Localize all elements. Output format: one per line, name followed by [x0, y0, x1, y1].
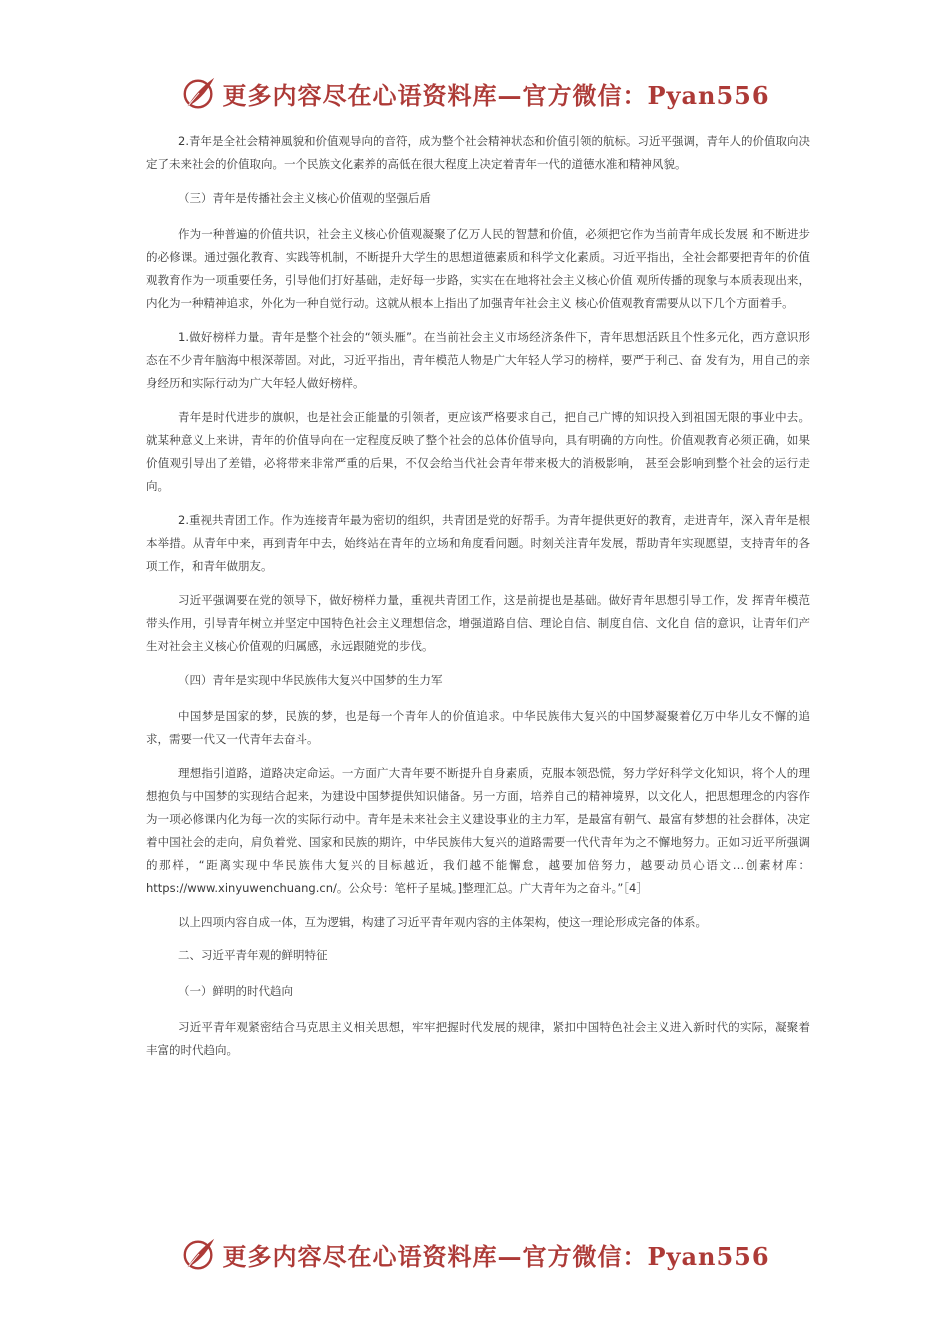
quill-pen-logo-icon	[180, 74, 218, 112]
document-body	[146, 130, 810, 1073]
quill-pen-logo-icon	[180, 1235, 218, 1273]
watermark-text: 更多内容尽在心语资料库—官方微信：Pyan556	[222, 80, 770, 110]
watermark-text: 更多内容尽在心语资料库—官方微信：Pyan556	[222, 1241, 770, 1271]
section-heading: 二、习近平青年观的鲜明特征	[178, 948, 328, 962]
paragraph: 1.做好榜样力量。青年是整个社会的“领头雁”。在当前社会主义市场经济条件下，青年思想活跃且个性多元化，西方意识形态在不少青年脑海中根深蒂固。对此，习近平指出，青年模范人物是广大年轻人学习的榜样，要严于利己、奋 发有为，用自己的亲身经历和实际行动为广大年轻人做好榜样。	[146, 330, 810, 390]
paragraph: 习近平青年观紧密结合马克思主义相关思想，牢牢把握时代发展的规律，紧扣中国特色社会主义进入新时代的实际，凝聚着丰富的时代趋向。	[146, 1020, 810, 1057]
paragraph: 中国梦是国家的梦，民族的梦，也是每一个青年人的价值追求。中华民族伟大复兴的中国梦凝聚着亿万中华儿女不懈的追求，需要一代又一代青年去奋斗。	[146, 709, 810, 746]
subsection-heading: （一）鲜明的时代趋向	[178, 984, 293, 998]
section-heading: （三）青年是传播社会主义核心价值观的坚强后盾	[178, 191, 431, 205]
paragraph: 青年是时代进步的旗帜，也是社会正能量的引领者，更应该严格要求自己，把自己广博的知识投入到祖国无限的事业中去。就某种意义上来讲，青年的价值导向在一定程度反映了整个社会的总体价值导向，具有明确的方向性。价值观教育必须正确，如果价值观引导出了差错，必将带来非常严重的后果，不仅会给当代社会青年带来极大的消极影响， 甚至会影响到整个社会的运行走向。	[146, 410, 810, 493]
section-heading: （四）青年是实现中华民族伟大复兴中国梦的生力军	[178, 673, 443, 687]
paragraph: 理想指引道路，道路决定命运。一方面广大青年要不断提升自身素质，克服本领恐慌，努力学好科学文化知识，将个人的理想抱负与中国梦的实现结合起来，为建设中国梦提供知识储备。另一方面，培养自己的精神境界，以文化人，把思想理念的内容作为一项必修课内化为每一次的实际行动中。青年是未来社会主义建设事业的主力军，是最富有朝气、最富有梦想的社会群体，决定着中国社会的走向，肩负着党、国家和民族的期许，中华民族伟大复兴的道路需要一代代青年为之不懈地努力。正如习近平所强调的那样，“距离实现中华民族伟大复兴的目标越近，我们越不能懈怠，越要加倍努力，越要动员心语文…创素材库：https://www.xinyuwenchuang.cn/。公众号：笔杆子星城。]整理汇总。广大青年为之奋斗。”［4］	[146, 766, 810, 895]
paragraph: 作为一种普遍的价值共识，社会主义核心价值观凝聚了亿万人民的智慧和价值，必须把它作为当前青年成长发展 和不断进步的必修课。通过强化教育、实践等机制，不断提升大学生的思想道德素质和科学文化素质。习近平指出，全社会都要把青年的价值观教育作为一项重要任务，引导他们打好基础，走好每一步路，实实在在地将社会主义核心价值 观所传播的现象与本质表现出来，内化为一种精神追求，外化为一种自觉行动。这就从根本上指出了加强青年社会主义 核心价值观教育需要从以下几个方面着手。	[146, 227, 810, 310]
paragraph: 2.重视共青团工作。作为连接青年最为密切的组织，共青团是党的好帮手。为青年提供更好的教育，走进青年，深入青年是根本举措。从青年中来，再到青年中去，始终站在青年的立场和角度看问题。时刻关注青年发展，帮助青年实现愿望，支持青年的各项工作，和青年做朋友。	[146, 513, 810, 573]
footer-watermark-banner	[0, 1232, 950, 1276]
paragraph: 习近平强调要在党的领导下，做好榜样力量，重视共青团工作，这是前提也是基础。做好青年思想引导工作，发 挥青年模范带头作用，引导青年树立并坚定中国特色社会主义理想信念，增强道路自信、理论自信、制度自信、文化自 信的意识，让青年们产生对社会主义核心价值观的归属感，永远跟随党的步伐。	[146, 593, 810, 653]
header-watermark-banner	[0, 71, 950, 115]
paragraph: 2.青年是全社会精神風貌和价值观导向的音符，成为整个社会精神状态和价值引领的航标。习近平强调，青年人的价值取向决定了未来社会的价值取向。一个民族文化素养的高低在很大程度上决定着青年一代的道德水准和精神风貌。	[146, 134, 810, 171]
paragraph: 以上四项内容自成一体，互为逻辑，构建了习近平青年观内容的主体架构，使这一理论形成完备的体系。	[178, 915, 707, 929]
